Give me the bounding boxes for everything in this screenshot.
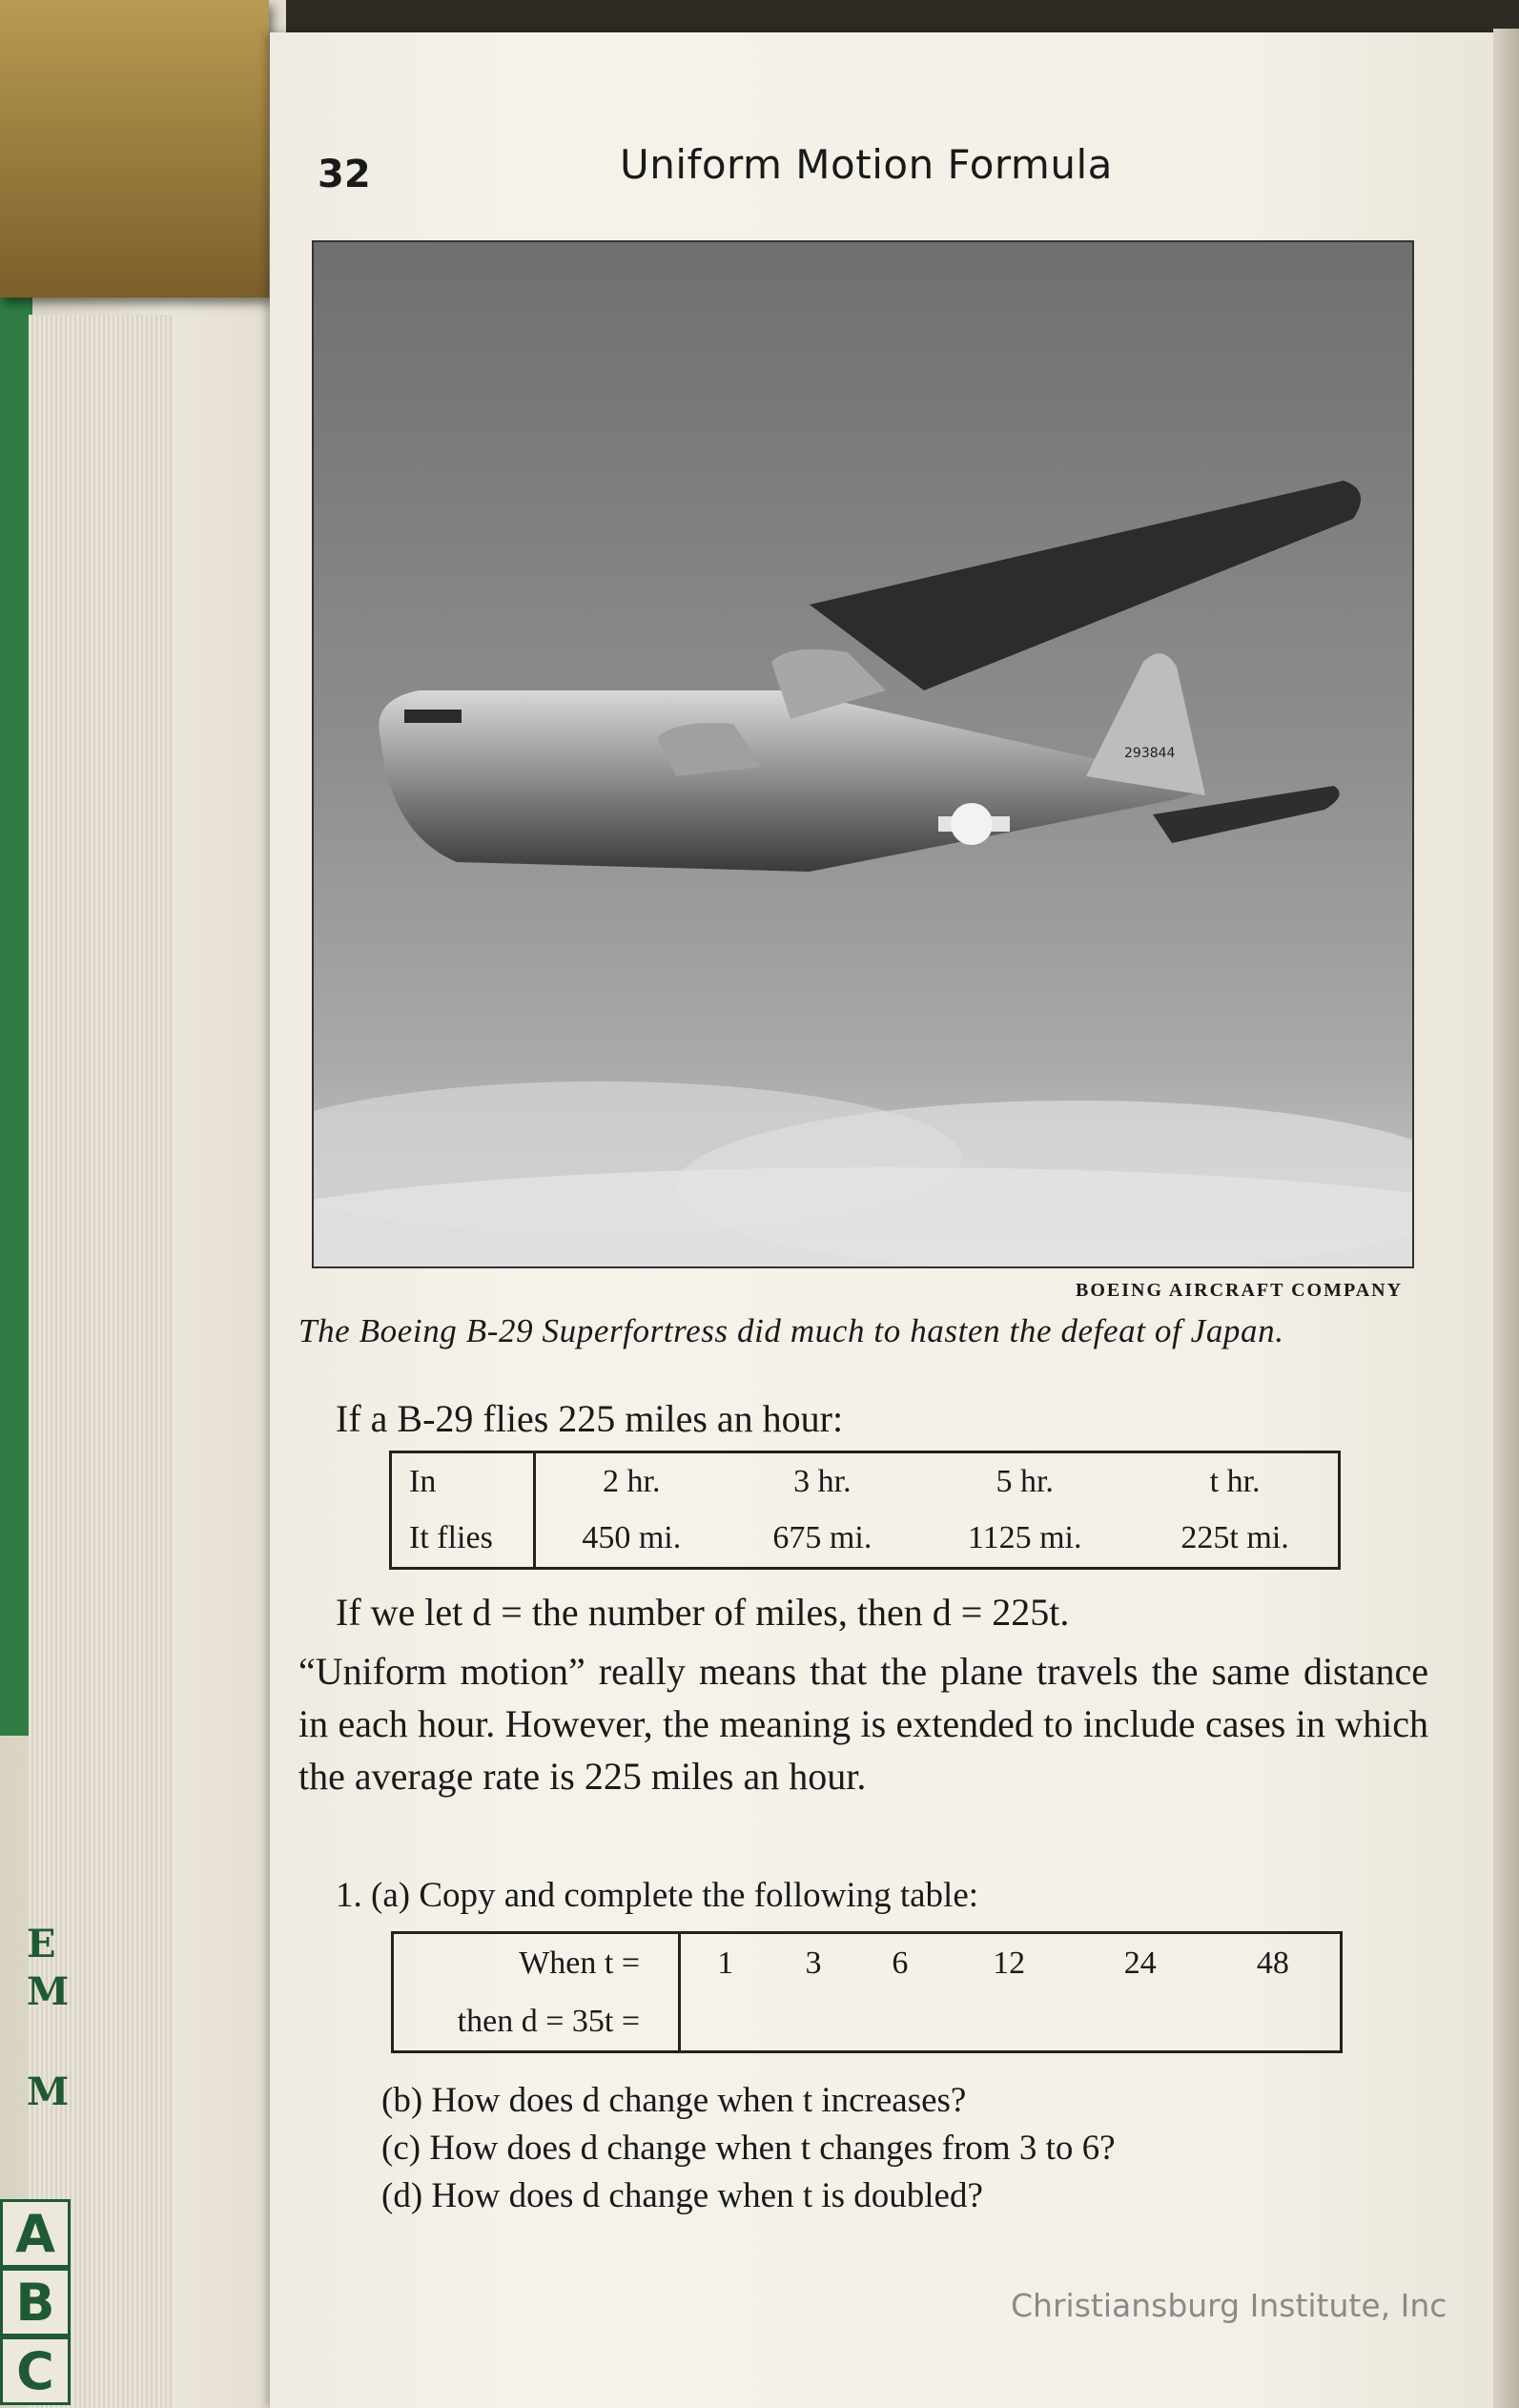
gold-tab (0, 0, 269, 298)
table-cell: 1 (717, 1945, 734, 1981)
photo-caption: The Boeing B-29 Superfortress did much to hasten the defeat of Japan. (298, 1312, 1284, 1349)
index-tab-c[interactable]: C (0, 2336, 71, 2405)
table-cell (1206, 1992, 1342, 2052)
completion-table (391, 1931, 1343, 2053)
table-cell: 3 (805, 1945, 822, 1981)
uniform-motion-paragraph: “Uniform motion” really means that the plane travels the same distance in each hour. However, the meaning is extended to include cases in which the average rate is 225 miles an hour. (298, 1650, 1428, 1798)
edge-letter: M (27, 2069, 70, 2114)
table-cell: 2 hr. (603, 1463, 661, 1499)
airplane-photo-illustration (314, 242, 1412, 1266)
row-label: It flies (391, 1511, 535, 1569)
table-row (393, 1933, 1342, 1993)
question-1a: 1. (a) Copy and complete the following table: (336, 1876, 979, 1915)
index-tab-b[interactable]: B (0, 2268, 71, 2336)
question-1c: (c) How does d change when t changes from 3 to 6? (381, 2129, 1116, 2168)
table-cell (770, 1992, 857, 2052)
table-cell: 675 mi. (772, 1520, 872, 1556)
row-label: In (391, 1452, 535, 1511)
watermark: Christiansburg Institute, Inc (1011, 2287, 1447, 2324)
table-row (391, 1511, 1340, 1569)
page-edge (1493, 29, 1519, 2408)
edge-letter: E (27, 1922, 56, 1966)
table-cell: 450 mi. (582, 1520, 682, 1556)
edge-letter: M (27, 1969, 70, 2014)
formula-line: If we let d = the number of miles, then d = 225t. (336, 1591, 1070, 1634)
table-cell (856, 1992, 943, 2052)
index-tab-a[interactable]: A (0, 2199, 71, 2268)
table-cell: 6 (892, 1945, 909, 1981)
row-label: then d = 35t = (393, 1992, 680, 2052)
table-cell: 1125 mi. (967, 1520, 1082, 1556)
intro-line: If a B-29 flies 225 miles an hour: (336, 1397, 844, 1440)
table-cell (1075, 1992, 1206, 2052)
photo-credit: BOEING AIRCRAFT COMPANY (1076, 1280, 1404, 1301)
running-head: Uniform Motion Formula (620, 141, 1113, 188)
table-row (391, 1452, 1340, 1511)
table-cell: t hr. (1209, 1463, 1261, 1499)
table-cell: 3 hr. (793, 1463, 852, 1499)
green-book-binding (0, 286, 32, 1736)
table-cell (680, 1992, 770, 2052)
tail-number: 293844 (1124, 746, 1176, 761)
table-cell: 225t mi. (1180, 1520, 1289, 1556)
table-cell: 48 (1256, 1945, 1289, 1981)
speed-table (389, 1451, 1341, 1570)
question-1b: (b) How does d change when t increases? (381, 2081, 967, 2120)
page-number: 32 (318, 153, 371, 196)
row-label: When t = (393, 1933, 680, 1993)
question-1d: (d) How does d change when t is doubled? (381, 2176, 983, 2215)
b29-photo (312, 240, 1414, 1268)
table-cell: 5 hr. (996, 1463, 1054, 1499)
table-row (393, 1992, 1342, 2052)
table-cell (943, 1992, 1075, 2052)
table-cell: 24 (1123, 1945, 1157, 1981)
table-cell: 12 (993, 1945, 1026, 1981)
